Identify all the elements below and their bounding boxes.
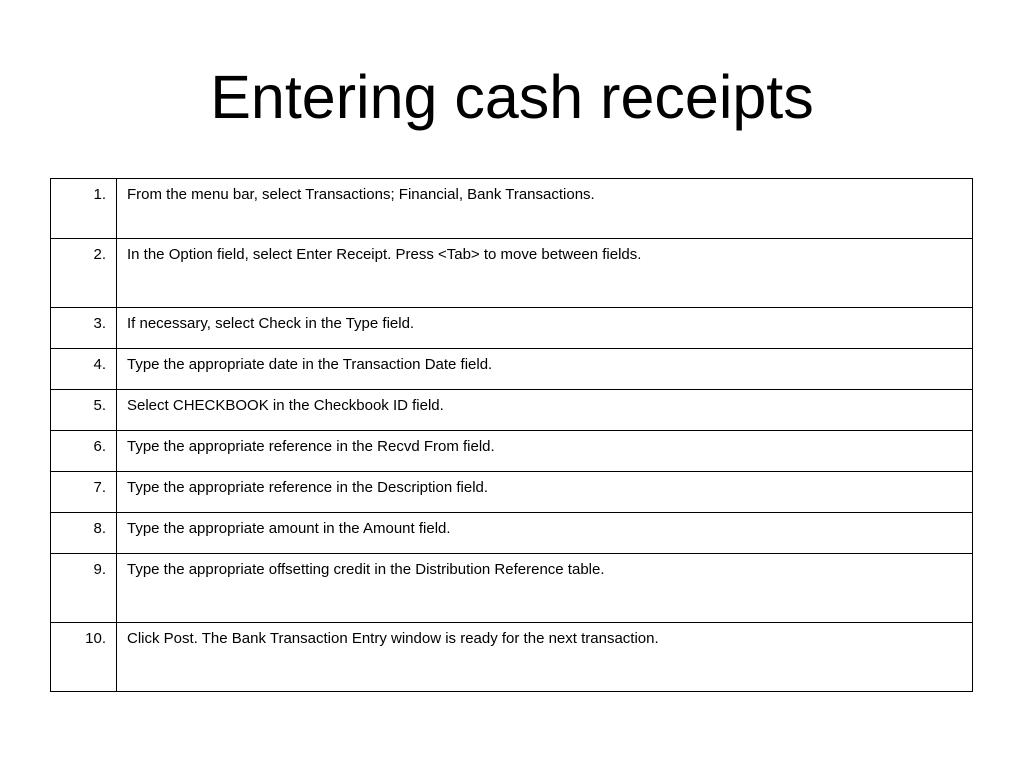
step-number: 1. bbox=[51, 179, 117, 239]
step-text: Type the appropriate amount in the Amount field. bbox=[117, 513, 973, 554]
steps-table bbox=[50, 178, 973, 692]
step-text: Click Post. The Bank Transaction Entry window is ready for the next transaction. bbox=[117, 623, 973, 692]
table-row bbox=[51, 308, 973, 349]
step-number: 7. bbox=[51, 472, 117, 513]
step-text: Type the appropriate reference in the Recvd From field. bbox=[117, 431, 973, 472]
table-row bbox=[51, 390, 973, 431]
table-row bbox=[51, 472, 973, 513]
step-text: If necessary, select Check in the Type field. bbox=[117, 308, 973, 349]
table-row bbox=[51, 349, 973, 390]
table-row bbox=[51, 554, 973, 623]
step-number: 10. bbox=[51, 623, 117, 692]
table-row bbox=[51, 513, 973, 554]
step-number: 2. bbox=[51, 239, 117, 308]
step-text: Type the appropriate reference in the Description field. bbox=[117, 472, 973, 513]
step-text: Type the appropriate offsetting credit in the Distribution Reference table. bbox=[117, 554, 973, 623]
table-row bbox=[51, 623, 973, 692]
step-text: From the menu bar, select Transactions; Financial, Bank Transactions. bbox=[117, 179, 973, 239]
page-title: Entering cash receipts bbox=[210, 63, 814, 131]
step-number: 5. bbox=[51, 390, 117, 431]
table-row bbox=[51, 431, 973, 472]
table-row bbox=[51, 239, 973, 308]
step-number: 3. bbox=[51, 308, 117, 349]
step-text: Select CHECKBOOK in the Checkbook ID field. bbox=[117, 390, 973, 431]
step-number: 6. bbox=[51, 431, 117, 472]
table-row bbox=[51, 179, 973, 239]
step-text: Type the appropriate date in the Transaction Date field. bbox=[117, 349, 973, 390]
step-text: In the Option field, select Enter Receipt. Press <Tab> to move between fields. bbox=[117, 239, 973, 308]
step-number: 4. bbox=[51, 349, 117, 390]
step-number: 8. bbox=[51, 513, 117, 554]
step-number: 9. bbox=[51, 554, 117, 623]
